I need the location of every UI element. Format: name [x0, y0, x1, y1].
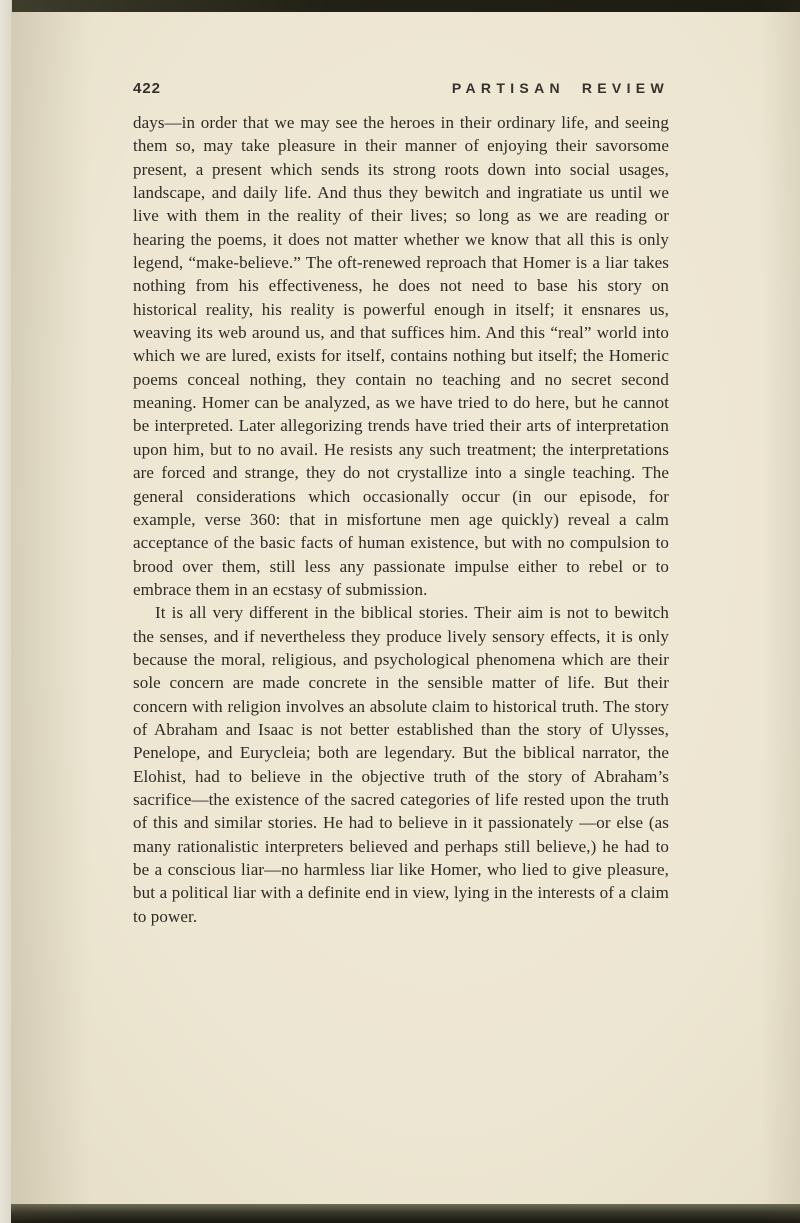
scan-bottom-edge [10, 1204, 800, 1223]
binding-shadow [11, 0, 91, 1223]
scan-top-edge [12, 0, 800, 12]
scan-left-margin [0, 0, 11, 1223]
page-number: 422 [133, 80, 162, 97]
paragraph-biblical-stories: It is all very different in the biblical stories. Their aim is not to bewitch the senses, and if nevertheless they produce lively sensory effects, it is only because the moral, religious, and psychological phenomena which are their sole concern are made concrete in the sensible matter of life. But their concern with religion involves an absolute claim to historical truth. The story of Abraham and Isaac is not better established than the story of Ulysses, Penelope, and Eurycleia; both are legendary. But the biblical narrator, the Elohist, had to believe in the objective truth of the story of Abraham’s sacrifice—the existence of the sacred categories of life rested upon the truth of this and similar stories. He had to believe in it passionately —or else (as many rationalistic interpreters believed and perhaps still believe,) he had to be a conscious liar—no harmless liar like Homer, who lied to give pleasure, but a political liar with a definite end in view, lying in the interests of a claim to power. [133, 603, 669, 926]
journal-title: PARTISAN REVIEW [451, 80, 669, 96]
running-header [133, 80, 669, 97]
article-text [133, 111, 669, 928]
page-edge-shade [760, 0, 800, 1223]
paragraph-homer: days—in order that we may see the heroes in their ordinary life, and seeing them so, may take pleasure in their manner of enjoying their savorsome present, a present which sends its strong roots down into social usages, landscape, and daily life. And thus they bewitch and ingratiate us until we live with them in the reality of their lives; so long as we are reading or hearing the poems, it does not matter whether we know that all this is only legend, “make-believe.” The oft-renewed reproach that Homer is a liar takes nothing from his effectiveness, he does not need to base his story on historical reality, his reality is powerful enough in itself; it ensnares us, weaving its web around us, and that suffices him. And this “real” world into which we are lured, exists for itself, contains nothing but itself; the Homeric poems conceal nothing, they contain no teaching and no secret second meaning. Homer can be analyzed, as we have tried to do here, but he cannot be interpreted. Later allegorizing trends have tried their arts of interpretation upon him, but to no avail. He resists any such treatment; the interpretations are forced and strange, they do not crystallize into a single teaching. The general considerations which occasionally occur (in our episode, for example, verse 360: that in misfortune men age quickly) reveal a calm acceptance of the basic facts of human existence, but with no compulsion to brood over them, still less any passionate impulse either to rebel or to embrace them in an ecstasy of submission. [133, 113, 669, 599]
printed-page-content [133, 80, 669, 928]
